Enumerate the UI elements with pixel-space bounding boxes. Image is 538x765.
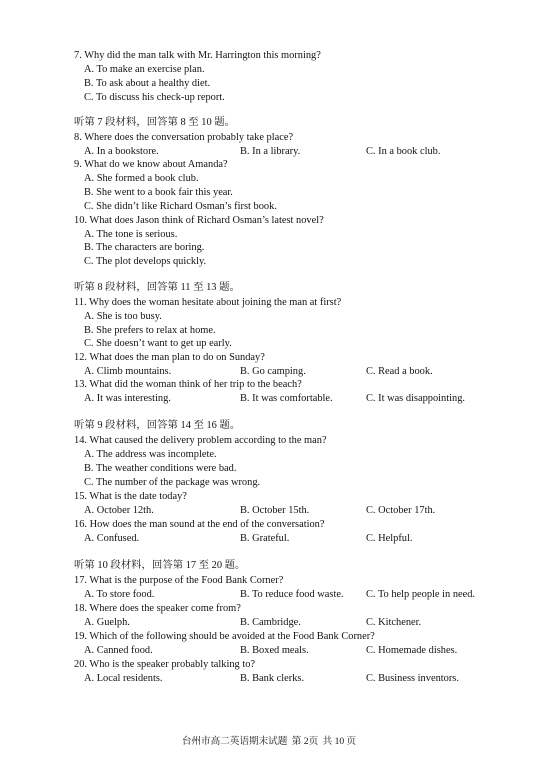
footer-exam-title: 台州市高二英语期末试题 (181, 736, 288, 747)
question-17-options (84, 588, 524, 601)
question-8-stem: 8. Where does the conversation probably take place? (74, 132, 294, 143)
question-8-options (84, 145, 524, 158)
page-footer (0, 733, 538, 747)
question-14-option-a: A. The address was incomplete. (84, 449, 217, 460)
question-17-option-a: A. To store food. (84, 589, 155, 600)
footer-page-number: 第 2页 (291, 736, 319, 747)
question-7-option-b: B. To ask about a healthy diet. (84, 78, 211, 89)
section-9-heading: 听第 9 段材料，回答第 14 至 16 题。 (74, 420, 241, 431)
question-15-options (84, 504, 524, 517)
question-10-option-a: A. The tone is serious. (84, 229, 178, 240)
question-17-option-b: B. To reduce food waste. (240, 589, 344, 600)
question-20-option-a: A. Local residents. (84, 673, 163, 684)
question-19-stem: 19. Which of the following should be avoided at the Food Bank Corner? (74, 631, 375, 642)
footer-total-pages: 共 10 页 (322, 736, 357, 747)
question-10-option-c: C. The plot develops quickly. (84, 256, 207, 267)
question-20-stem: 20. Who is the speaker probably talking to? (74, 659, 256, 670)
section-8-heading: 听第 8 段材料，回答第 11 至 13 题。 (74, 282, 240, 293)
question-19-option-a: A. Canned food. (84, 645, 153, 656)
question-11-stem: 11. Why does the woman hesitate about joining the man at first? (74, 297, 342, 308)
question-19-option-c: C. Homemade dishes. (366, 645, 458, 656)
question-13-option-b: B. It was comfortable. (240, 393, 333, 404)
question-15-option-a: A. October 12th. (84, 505, 154, 516)
question-10-option-b: B. The characters are boring. (84, 242, 205, 253)
question-16-options (84, 532, 524, 545)
question-7-stem: 7. Why did the man talk with Mr. Harrington this morning? (74, 50, 321, 61)
question-7-option-c: C. To discuss his check-up report. (84, 92, 225, 103)
question-18-options (84, 616, 524, 629)
question-8-option-b: B. In a library. (240, 146, 301, 157)
question-13-option-c: C. It was disappointing. (366, 393, 465, 404)
question-9-option-b: B. She went to a book fair this year. (84, 187, 233, 198)
question-11-option-c: C. She doesn’t want to get up early. (84, 338, 232, 349)
question-13-stem: 13. What did the woman think of her trip to the beach? (74, 379, 302, 390)
question-7-option-a: A. To make an exercise plan. (84, 64, 205, 75)
question-12-option-c: C. Read a book. (366, 366, 433, 377)
question-14-option-c: C. The number of the package was wrong. (84, 477, 261, 488)
question-16-option-b: B. Grateful. (240, 533, 290, 544)
question-12-options (84, 365, 524, 378)
question-18-stem: 18. Where does the speaker come from? (74, 603, 241, 614)
question-8-option-c: C. In a book club. (366, 146, 441, 157)
question-14-option-b: B. The weather conditions were bad. (84, 463, 237, 474)
question-15-option-b: B. October 15th. (240, 505, 310, 516)
question-12-option-a: A. Climb mountains. (84, 366, 172, 377)
question-9-stem: 9. What do we know about Amanda? (74, 159, 228, 170)
question-10-stem: 10. What does Jason think of Richard Osman’s latest novel? (74, 215, 324, 226)
question-18-option-a: A. Guelph. (84, 617, 130, 628)
question-17-stem: 17. What is the purpose of the Food Bank Corner? (74, 575, 284, 586)
question-20-options (84, 672, 524, 685)
question-11-option-a: A. She is too busy. (84, 311, 162, 322)
question-13-option-a: A. It was interesting. (84, 393, 171, 404)
question-8-option-a: A. In a bookstore. (84, 146, 159, 157)
question-9-option-a: A. She formed a book club. (84, 173, 199, 184)
question-17-option-c: C. To help people in need. (366, 589, 476, 600)
question-16-option-c: C. Helpful. (366, 533, 413, 544)
question-13-options (84, 392, 524, 405)
question-15-stem: 15. What is the date today? (74, 491, 187, 502)
question-11-option-b: B. She prefers to relax at home. (84, 325, 216, 336)
section-10-heading: 听第 10 段材料，回答第 17 至 20 题。 (74, 560, 246, 571)
question-16-stem: 16. How does the man sound at the end of the conversation? (74, 519, 325, 530)
question-15-option-c: C. October 17th. (366, 505, 436, 516)
question-20-option-c: C. Business inventors. (366, 673, 459, 684)
question-12-stem: 12. What does the man plan to do on Sunday? (74, 352, 265, 363)
question-19-options (84, 644, 524, 657)
section-7-heading: 听第 7 段材料，回答第 8 至 10 题。 (74, 117, 236, 128)
question-12-option-b: B. Go camping. (240, 366, 306, 377)
question-19-option-b: B. Boxed meals. (240, 645, 309, 656)
question-14-stem: 14. What caused the delivery problem according to the man? (74, 435, 327, 446)
question-18-option-c: C. Kitchener. (366, 617, 422, 628)
question-16-option-a: A. Confused. (84, 533, 140, 544)
question-18-option-b: B. Cambridge. (240, 617, 301, 628)
question-9-option-c: C. She didn’t like Richard Osman’s first book. (84, 201, 277, 212)
question-20-option-b: B. Bank clerks. (240, 673, 305, 684)
